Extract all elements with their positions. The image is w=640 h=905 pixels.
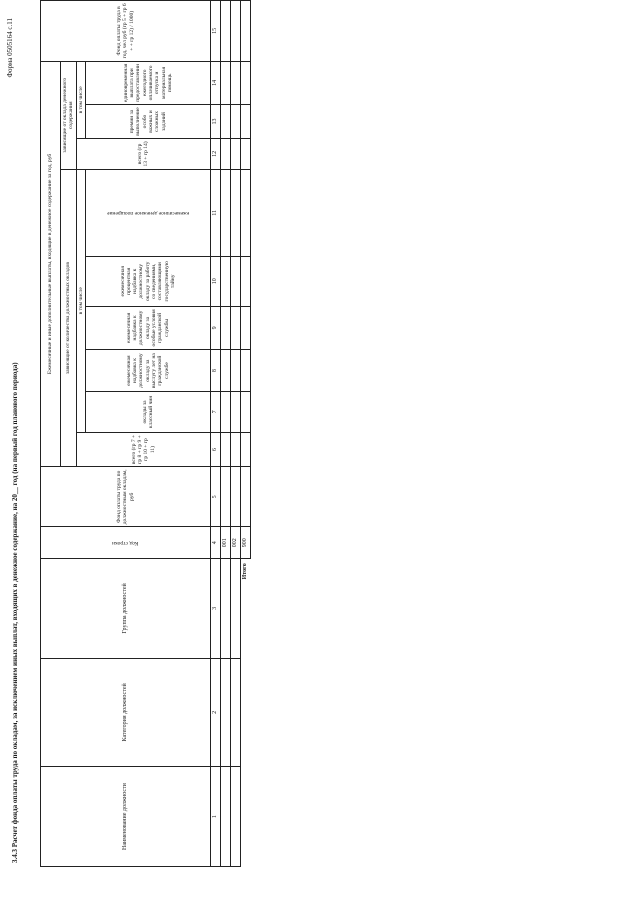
- cell-c11[interactable]: [220, 169, 230, 256]
- total-c12[interactable]: [240, 139, 250, 170]
- total-label: Итого: [241, 563, 248, 580]
- cell-c8[interactable]: [220, 350, 230, 392]
- cell-position-group[interactable]: [230, 559, 240, 658]
- header-dependent-count: зависящие от количества должностных окладов: [61, 169, 77, 467]
- total-row-code: 900: [240, 527, 250, 559]
- total-c5[interactable]: [240, 467, 250, 527]
- cell-row-code: 001: [220, 527, 230, 559]
- header-additional-payments: Ежемесячные и иные дополнительные выплаты, входящие в денежное содержание за год, руб: [41, 61, 61, 467]
- total-c11[interactable]: [240, 169, 250, 256]
- col-num-11: 11: [210, 169, 220, 256]
- col-num-6: 6: [210, 432, 220, 466]
- cell-position-category[interactable]: [220, 658, 230, 767]
- col-num-10: 10: [210, 256, 220, 306]
- header-including-1: в том числе: [76, 169, 85, 432]
- cell-c9[interactable]: [220, 306, 230, 350]
- cell-c10[interactable]: [220, 256, 230, 306]
- cell-c12[interactable]: [230, 139, 240, 170]
- col-num-14: 14: [210, 61, 220, 104]
- header-state-secret: ежемесячная процентная надбавка к должностному окладу за работу со сведениями, составляющими государственную тайну: [85, 256, 210, 306]
- header-row-code: Код строки: [41, 527, 211, 559]
- total-c7[interactable]: [240, 392, 250, 433]
- cell-c6[interactable]: [220, 432, 230, 466]
- table-row: [220, 1, 230, 867]
- col-num-5: 5: [210, 467, 220, 527]
- col-num-1: 1: [210, 767, 220, 867]
- header-position-group: Группа должностей: [41, 559, 211, 658]
- cell-c13[interactable]: [220, 105, 230, 139]
- form-code: Форма 0505164 с.11: [6, 18, 14, 78]
- col-num-2: 2: [210, 658, 220, 767]
- total-c6[interactable]: [240, 432, 250, 466]
- header-special-tasks: премии за выполнение особо важных и сложных заданий: [85, 105, 210, 139]
- total-c14[interactable]: [240, 61, 250, 104]
- cell-c10[interactable]: [230, 256, 240, 306]
- cell-c14[interactable]: [230, 61, 240, 104]
- header-leave-payment: единовременная выплата при предоставлении ежегодного оплачиваемого отпуска и материальная помощь: [85, 61, 210, 104]
- cell-c5[interactable]: [230, 467, 240, 527]
- cell-c12[interactable]: [220, 139, 230, 170]
- cell-position-category[interactable]: [230, 658, 240, 767]
- total-row: [240, 1, 250, 867]
- header-position-category: Категория должностей: [41, 658, 211, 767]
- cell-c9[interactable]: [230, 306, 240, 350]
- header-class-rank: оклады за классный чин: [85, 392, 210, 433]
- col-num-3: 3: [210, 559, 220, 658]
- cell-c6[interactable]: [230, 432, 240, 466]
- cell-row-code: 002: [230, 527, 240, 559]
- header-monthly-bonus: ежемесячное денежное поощрение: [85, 169, 210, 256]
- col-num-12: 12: [210, 139, 220, 170]
- cell-c7[interactable]: [230, 392, 240, 433]
- cell-c15[interactable]: [220, 1, 230, 62]
- cell-c8[interactable]: [230, 350, 240, 392]
- total-c15[interactable]: [240, 1, 250, 62]
- col-num-9: 9: [210, 306, 220, 350]
- cell-c15[interactable]: [230, 1, 240, 62]
- table-row: [230, 1, 240, 867]
- header-including-2: в том числе: [76, 61, 85, 138]
- total-c8[interactable]: [240, 350, 250, 392]
- header-annual-fund: Фонд оплаты труда в год, чел руб (гр 5 + гр 6 + + гр 12) / 1000): [41, 1, 211, 62]
- header-total-12: всего (гр 13 + гр 14): [76, 139, 210, 170]
- cell-c7[interactable]: [220, 392, 230, 433]
- total-c10[interactable]: [240, 256, 250, 306]
- header-position-name: Наименование должности: [41, 767, 211, 867]
- col-num-8: 8: [210, 350, 220, 392]
- cell-position-group[interactable]: [220, 559, 230, 658]
- col-num-7: 7: [210, 392, 220, 433]
- header-seniority-bonus: ежемесячная надбавка к должностному окладу за выслугу лет на гражданской службе: [85, 350, 210, 392]
- cell-position-name[interactable]: [220, 767, 230, 867]
- header-salary-fund: Фонд оплаты труда по должностным окладам, руб: [41, 467, 211, 527]
- section-title: 3.4.3 Расчет фонда оплаты труда по окладам, за исключением иных выплат, входящих в денежное содержание, на 20__ год (на первый год планового периода): [11, 362, 19, 863]
- col-num-15: 15: [210, 1, 220, 62]
- total-c13[interactable]: [240, 105, 250, 139]
- header-special-conditions: ежемесячная надбавка к должностному окладу за особые условия гражданской службы: [85, 306, 210, 350]
- cell-c13[interactable]: [230, 105, 240, 139]
- cell-position-name[interactable]: [230, 767, 240, 867]
- col-num-13: 13: [210, 105, 220, 139]
- payroll-table: [40, 0, 251, 867]
- cell-c5[interactable]: [220, 467, 230, 527]
- cell-c11[interactable]: [230, 169, 240, 256]
- col-num-4: 4: [210, 527, 220, 559]
- cell-c14[interactable]: [220, 61, 230, 104]
- header-dependent-salary: зависящие от оклада денежного содержания: [61, 61, 77, 169]
- total-c9[interactable]: [240, 306, 250, 350]
- header-total-6: всего (гр 7 + гр 8 + гр 9 + гр 10 + гр 11): [76, 432, 210, 466]
